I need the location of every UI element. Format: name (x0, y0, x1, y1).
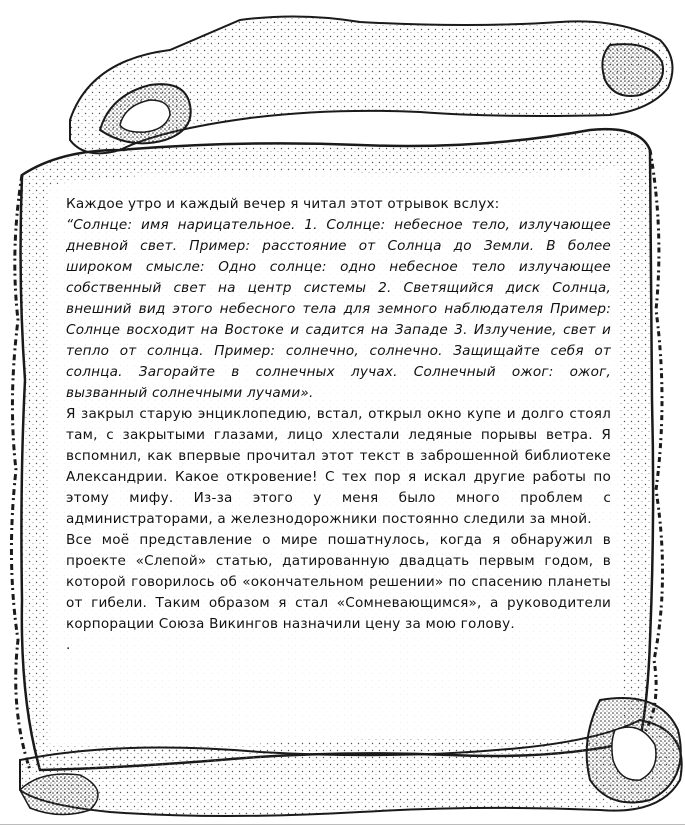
paragraph-1: Я закрыл старую энциклопедию, встал, открыл окно купе и долго стоял там, с закрытыми глазами, лицо хлестали ледяные порывы ветра. Я вспомнил, как впервые прочитал этот текст в заброшенной библиотеке Александрии. Какое откровение! С тех пор я искал другие работы по этому мифу. Из-за этого у меня было много проблем с администраторами, а железнодорожники постоянно следили за мной. (66, 406, 611, 527)
page-bottom-divider (0, 824, 685, 825)
encyclopedia-quote: “Солнце: имя нарицательное. 1. Солнце: небесное тело, излучающее дневной свет. Пример: расстояние от Солнца до Земли. В более широком смысле: Одно солнце: одно небесное тело излучающее собственный свет на центр системы 2. Светящийся диск Солнца, внешний вид этого небесного тела для земного наблюдателя Пример: Солнце восходит на Востоке и садится на Западе 3. Излучение, свет и тепло от солнца. Пример: солнечно, солнечно. Защищайте себя от солнца. Загорайте в солнечных лучах. Солнечный ожог: ожог, вызванный солнечными лучами». (66, 217, 611, 401)
scroll-text-content (66, 194, 611, 656)
intro-line: Каждое утро и каждый вечер я читал этот отрывок вслух: (66, 196, 500, 212)
paragraph-2: Все моё представление о мире пошатнулось, когда я обнаружил в проекте «Слепой» статью, датированную двадцать первым годом, в которой говорилось об «окончательном решении» по спасению планеты от гибели. Таким образом я стал «Сомневающимся», а руководители корпорации Союза Викингов назначили цену за мою голову. (66, 532, 611, 632)
trailing-mark: . (66, 637, 71, 653)
